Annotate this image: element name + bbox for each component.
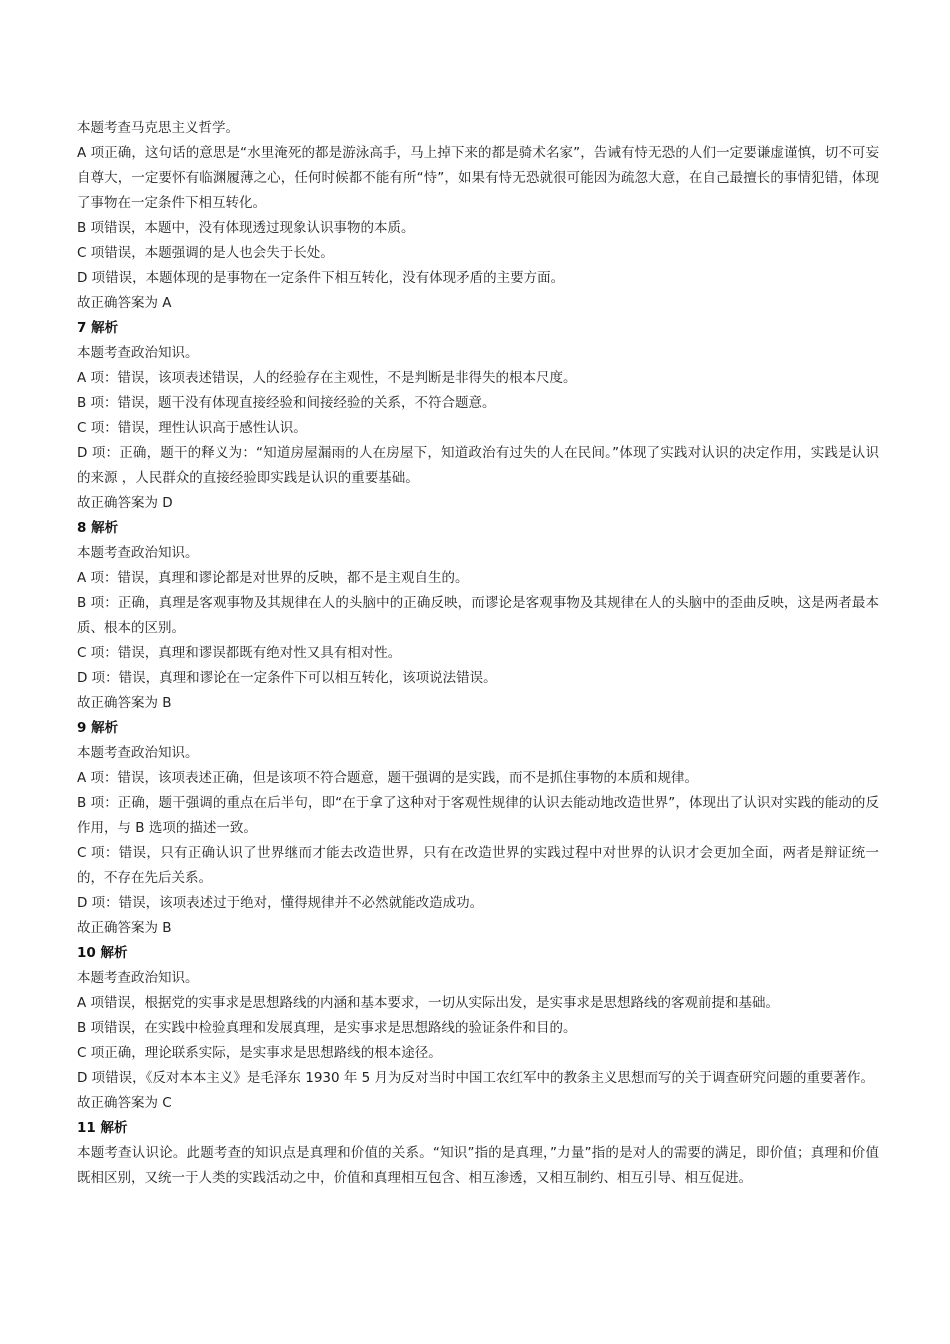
section-heading: 10 解析	[77, 945, 128, 961]
paragraph: D 项：正确，题干的释义为：“知道房屋漏雨的人在房屋下，知道政治有过失的人在民间。”体现了实践对认识的决定作用，实践是认识的来源 ，人民群众的直接经验即实践是认识的重要基础。	[77, 445, 879, 486]
document-page	[77, 116, 879, 1191]
section-heading: 8 解析	[77, 520, 119, 536]
answer-line: 故正确答案为 C	[77, 1095, 172, 1111]
paragraph: 本题考查政治知识。	[77, 970, 199, 986]
paragraph: 本题考查政治知识。	[77, 545, 199, 561]
paragraph: 本题考查政治知识。	[77, 345, 199, 361]
answer-line: 故正确答案为 D	[77, 495, 173, 511]
section-10	[77, 941, 879, 1116]
paragraph: A 项：错误，该项表述错误，人的经验存在主观性，不是判断是非得失的根本尺度。	[77, 370, 577, 386]
section-7	[77, 316, 879, 516]
paragraph: D 项：错误，真理和谬论在一定条件下可以相互转化，该项说法错误。	[77, 670, 497, 686]
section-11	[77, 1116, 879, 1191]
paragraph: C 项：错误，真理和谬误都既有绝对性又具有相对性。	[77, 645, 402, 661]
paragraph: B 项：错误，题干没有体现直接经验和间接经验的关系，不符合题意。	[77, 395, 496, 411]
paragraph: B 项错误，本题中，没有体现透过现象认识事物的本质。	[77, 220, 415, 236]
section-6-continuation	[77, 116, 879, 316]
section-8	[77, 516, 879, 716]
paragraph: 本题考查认识论。此题考查的知识点是真理和价值的关系。“知识”指的是真理，”力量”指的是对人的需要的满足，即价值；真理和价值既相区别，又统一于人类的实践活动之中，价值和真理相互包含、相互渗透，又相互制约、相互引导、相互促进。	[77, 1145, 879, 1186]
paragraph: D 项：错误，该项表述过于绝对，懂得规律并不必然就能改造成功。	[77, 895, 484, 911]
paragraph: A 项：错误，该项表述正确，但是该项不符合题意，题干强调的是实践，而不是抓住事物的本质和规律。	[77, 770, 699, 786]
paragraph: C 项：错误，理性认识高于感性认识。	[77, 420, 307, 436]
paragraph: D 项错误，本题体现的是事物在一定条件下相互转化，没有体现矛盾的主要方面。	[77, 270, 565, 286]
paragraph: 本题考查政治知识。	[77, 745, 199, 761]
section-heading: 7 解析	[77, 320, 119, 336]
answer-line: 故正确答案为 B	[77, 695, 172, 711]
paragraph: A 项正确，这句话的意思是“水里淹死的都是游泳高手，马上掉下来的都是骑术名家”，告诫有恃无恐的人们一定要谦虚谨慎，切不可妄自尊大，一定要怀有临渊履薄之心，任何时候都不能有所“恃”，如果有恃无恐就很可能因为疏忽大意，在自己最擅长的事情犯错，体现了事物在一定条件下相互转化。	[77, 145, 879, 211]
paragraph: A 项错误，根据党的实事求是思想路线的内涵和基本要求，一切从实际出发，是实事求是思想路线的客观前提和基础。	[77, 995, 780, 1011]
paragraph: C 项正确，理论联系实际，是实事求是思想路线的根本途径。	[77, 1045, 442, 1061]
answer-line: 故正确答案为 A	[77, 295, 172, 311]
answer-line: 故正确答案为 B	[77, 920, 172, 936]
paragraph: 本题考查马克思主义哲学。	[77, 120, 239, 136]
section-9	[77, 716, 879, 941]
paragraph: B 项错误，在实践中检验真理和发展真理，是实事求是思想路线的验证条件和目的。	[77, 1020, 577, 1036]
paragraph: C 项：错误，只有正确认识了世界继而才能去改造世界，只有在改造世界的实践过程中对世界的认识才会更加全面，两者是辩证统一的，不存在先后关系。	[77, 845, 879, 886]
paragraph: B 项：正确，题干强调的重点在后半句，即“在于拿了这种对于客观性规律的认识去能动地改造世界”，体现出了认识对实践的能动的反作用，与 B 选项的描述一致。	[77, 795, 879, 836]
paragraph: B 项：正确，真理是客观事物及其规律在人的头脑中的正确反映，而谬论是客观事物及其规律在人的头脑中的歪曲反映，这是两者最本质、根本的区别。	[77, 595, 879, 636]
paragraph: C 项错误，本题强调的是人也会失于长处。	[77, 245, 334, 261]
section-heading: 9 解析	[77, 720, 119, 736]
section-heading: 11 解析	[77, 1120, 128, 1136]
paragraph: A 项：错误，真理和谬论都是对世界的反映，都不是主观自生的。	[77, 570, 469, 586]
paragraph: D 项错误，《反对本本主义》是毛泽东 1930 年 5 月为反对当时中国工农红军中的教条主义思想而写的关于调查研究问题的重要著作。	[77, 1070, 875, 1086]
